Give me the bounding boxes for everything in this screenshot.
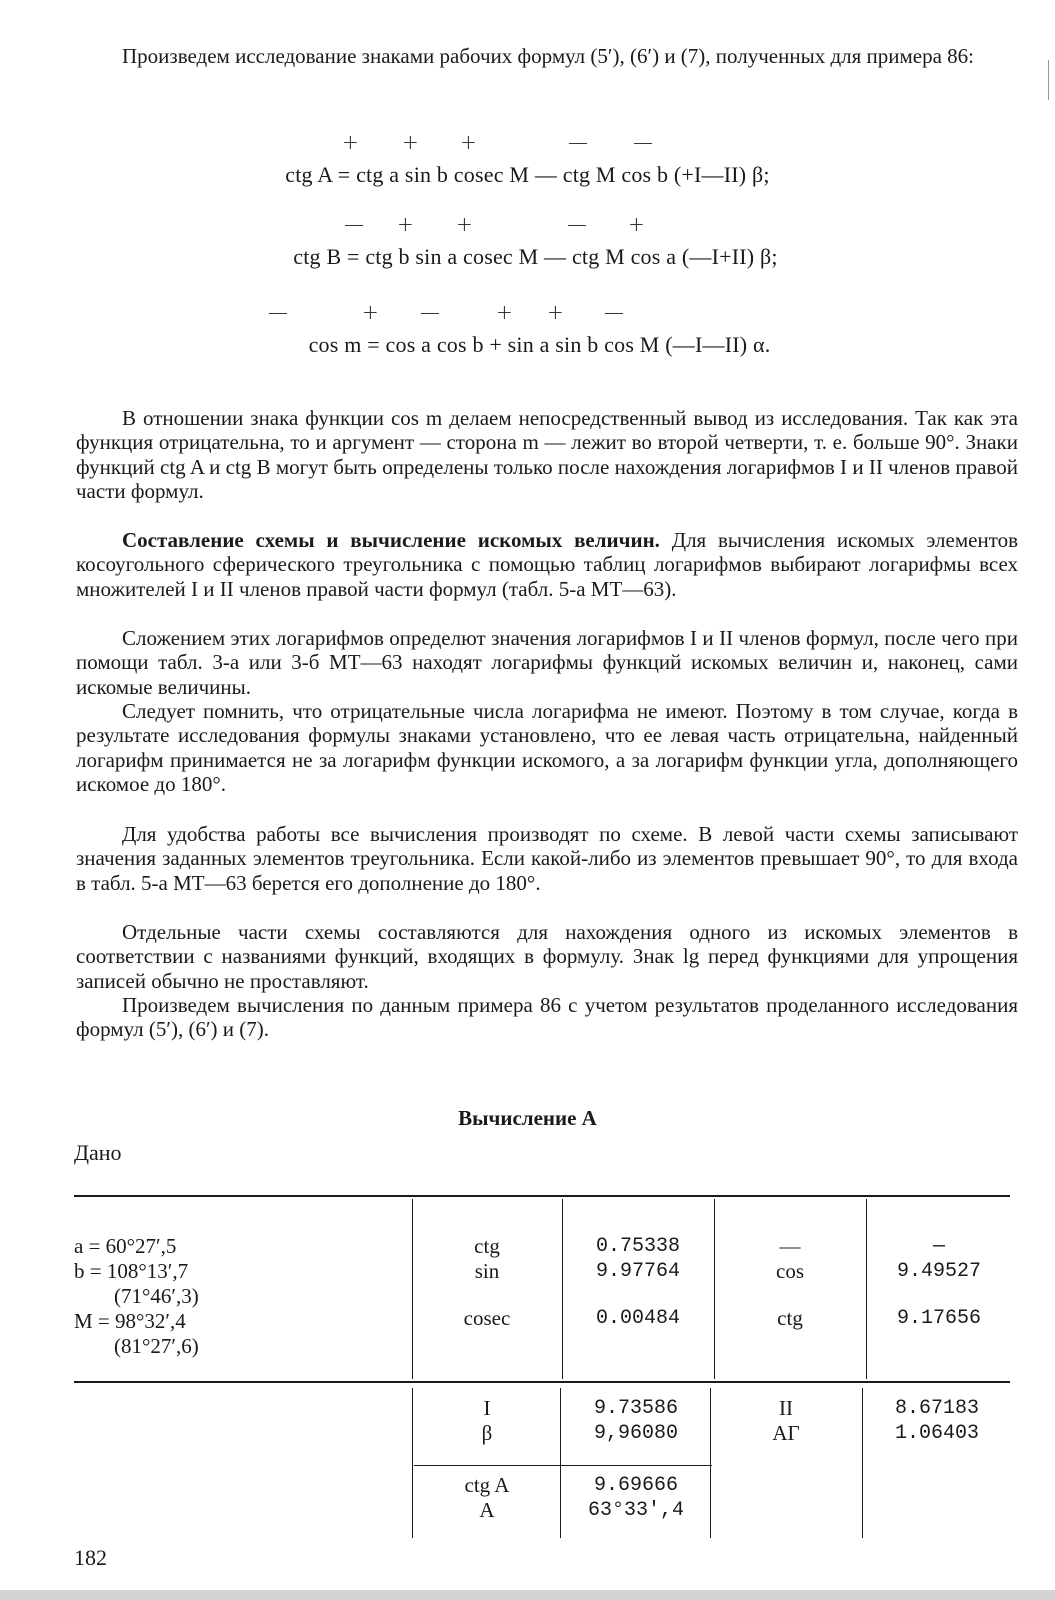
sign: + [496,300,513,324]
sign: + [456,212,473,236]
sign: + [397,212,414,236]
log-ctg-M: 9.17656 [896,1307,981,1330]
sign: + [342,130,359,154]
term-II-value: 8.67183 [894,1397,979,1420]
sign: + [362,300,379,324]
result-A-label: A [479,1498,495,1522]
dash: — [779,1234,801,1258]
paragraph-convenience: Для удобства работы все вычисления производят по схеме. В левой части схемы записывают значения заданных элементов треугольника. Если какой-либо из элементов превышает 90°, то для входа в табл. 5-а МТ—63 берется его дополнение до 180°. [76,822,1018,895]
sign: — [344,212,364,236]
log-sin-b: 9.97764 [595,1260,680,1283]
section-heading: Вычисление A [458,1106,597,1130]
function-cos: cos [776,1259,804,1283]
given-b: b = 108°13′,7 [74,1259,189,1283]
sign: — [604,300,624,324]
log-ctg-a: 0.75338 [595,1235,680,1258]
formula-ctg-A [0,128,1055,188]
paragraph-parts: Отдельные части схемы составляются для нахождения одного из искомых элементов в соответствии с названиями функций, входящих в формулу. Знак lg перед функциями для упрощения записей обычно не проставляют. [76,920,1018,993]
given-a: a = 60°27′,5 [74,1234,177,1258]
log-cosec-M: 0.00484 [595,1307,680,1330]
table-middle-rule [74,1381,1010,1383]
paragraph-logarithms: Сложением этих логарифмов определют значения логарифмов I и II членов формул, после чего при помощи табл. 3-а или 3-б МТ—63 находят логарифмы функций искомых величин и, наконец, сами искомые величины. [76,626,1018,699]
paragraph-computation: Произведем вычисления по данным примера 86 с учетом результатов проделанного исследования формул (5′), (6′) и (7). [76,993,1018,1042]
sign: — [568,130,588,154]
paragraph-scheme-body: Для вычисления искомых элементов косоугольного сферического треугольника с помощью таблиц логарифмов выбирают логарифмы всех множителей I и II членов правой части формул (табл. 5-а МТ—63). [76,528,1019,601]
scan-border [0,1590,1055,1600]
col-divider [412,1388,413,1538]
margin-mark [1048,60,1049,100]
ag-label: АГ [772,1421,800,1445]
paragraph-negative: Следует помнить, что отрицательные числа логарифма не имеют. Поэтому в том случае, когда в результате исследования формулы знаками установлено, что ее левая часть отрицательна, найденный логарифм принимается не за логарифм функции искомого, а за логарифм функции угла, дополняющего искомое до 180°. [76,699,1018,797]
page-number: 182 [74,1545,107,1570]
col-divider [866,1199,867,1379]
col-divider [412,1199,413,1379]
sign: — [420,300,440,324]
sign: — [268,300,288,324]
paragraph-cos-sign: В отношении знака функции cos m делаем непосредственный вывод из исследования. Так как эта функция отрицательна, то и аргумент — сторона m — лежит во второй четверти, т. е. больше 90°. Знаки функций ctg A и ctg B могут быть определены только после нахождения логарифмов I и II членов правой части формул. [76,406,1018,504]
function-cosec: cosec [463,1306,511,1330]
result-A-value: 63°33′,4 [587,1499,684,1522]
given-label: Дано [74,1140,122,1165]
formula-line-3: cos m = cos a cos b + sin a sin b cos M (—I—II) α. [308,332,771,357]
col-divider [714,1199,715,1379]
given-M: M = 98°32′,4 [74,1309,186,1333]
term-II-label: II [779,1396,793,1420]
intro-paragraph: Произведем исследование знаками рабочих формул (5′), (6′) и (7), полученных для примера 86: [122,44,975,68]
result-rule [414,1465,712,1466]
col-divider [710,1388,711,1538]
formula-ctg-B [0,210,1055,270]
sign: + [628,212,645,236]
term-I-label: I [483,1396,491,1420]
formula-line-1: ctg A = ctg a sin b cosec M — ctg M cos b (+I—II) β; [285,162,770,187]
result-ctg-A-label: ctg A [464,1473,510,1497]
formula-line-2: ctg B = ctg b sin a cosec M — ctg M cos a (—I+II) β; [293,244,778,269]
given-b-supplement: (71°46′,3) [114,1284,199,1308]
beta-value: 9,96080 [593,1422,678,1445]
dash: — [932,1235,945,1258]
sign: — [567,212,587,236]
sign: — [633,130,653,154]
sign: + [402,130,419,154]
function-ctg-M: ctg [777,1306,803,1330]
beta-label: β [481,1421,493,1445]
paragraph-bold-lead: Составление схемы и вычисление искомых величин. [122,528,660,552]
col-divider [560,1388,561,1538]
sign: + [547,300,564,324]
result-ctg-A-value: 9.69666 [593,1474,678,1497]
sign: + [460,130,477,154]
paragraph-scheme [76,528,1018,601]
given-M-supplement: (81°27′,6) [114,1334,199,1358]
function-sin: sin [474,1259,500,1283]
term-I-value: 9.73586 [593,1397,678,1420]
table-top-rule [74,1195,1010,1197]
formula-cos-m [0,298,1055,358]
col-divider [862,1388,863,1538]
ag-value: 1.06403 [894,1422,979,1445]
function-ctg: ctg [474,1234,500,1258]
log-cos-b: 9.49527 [896,1260,981,1283]
col-divider [562,1199,563,1379]
